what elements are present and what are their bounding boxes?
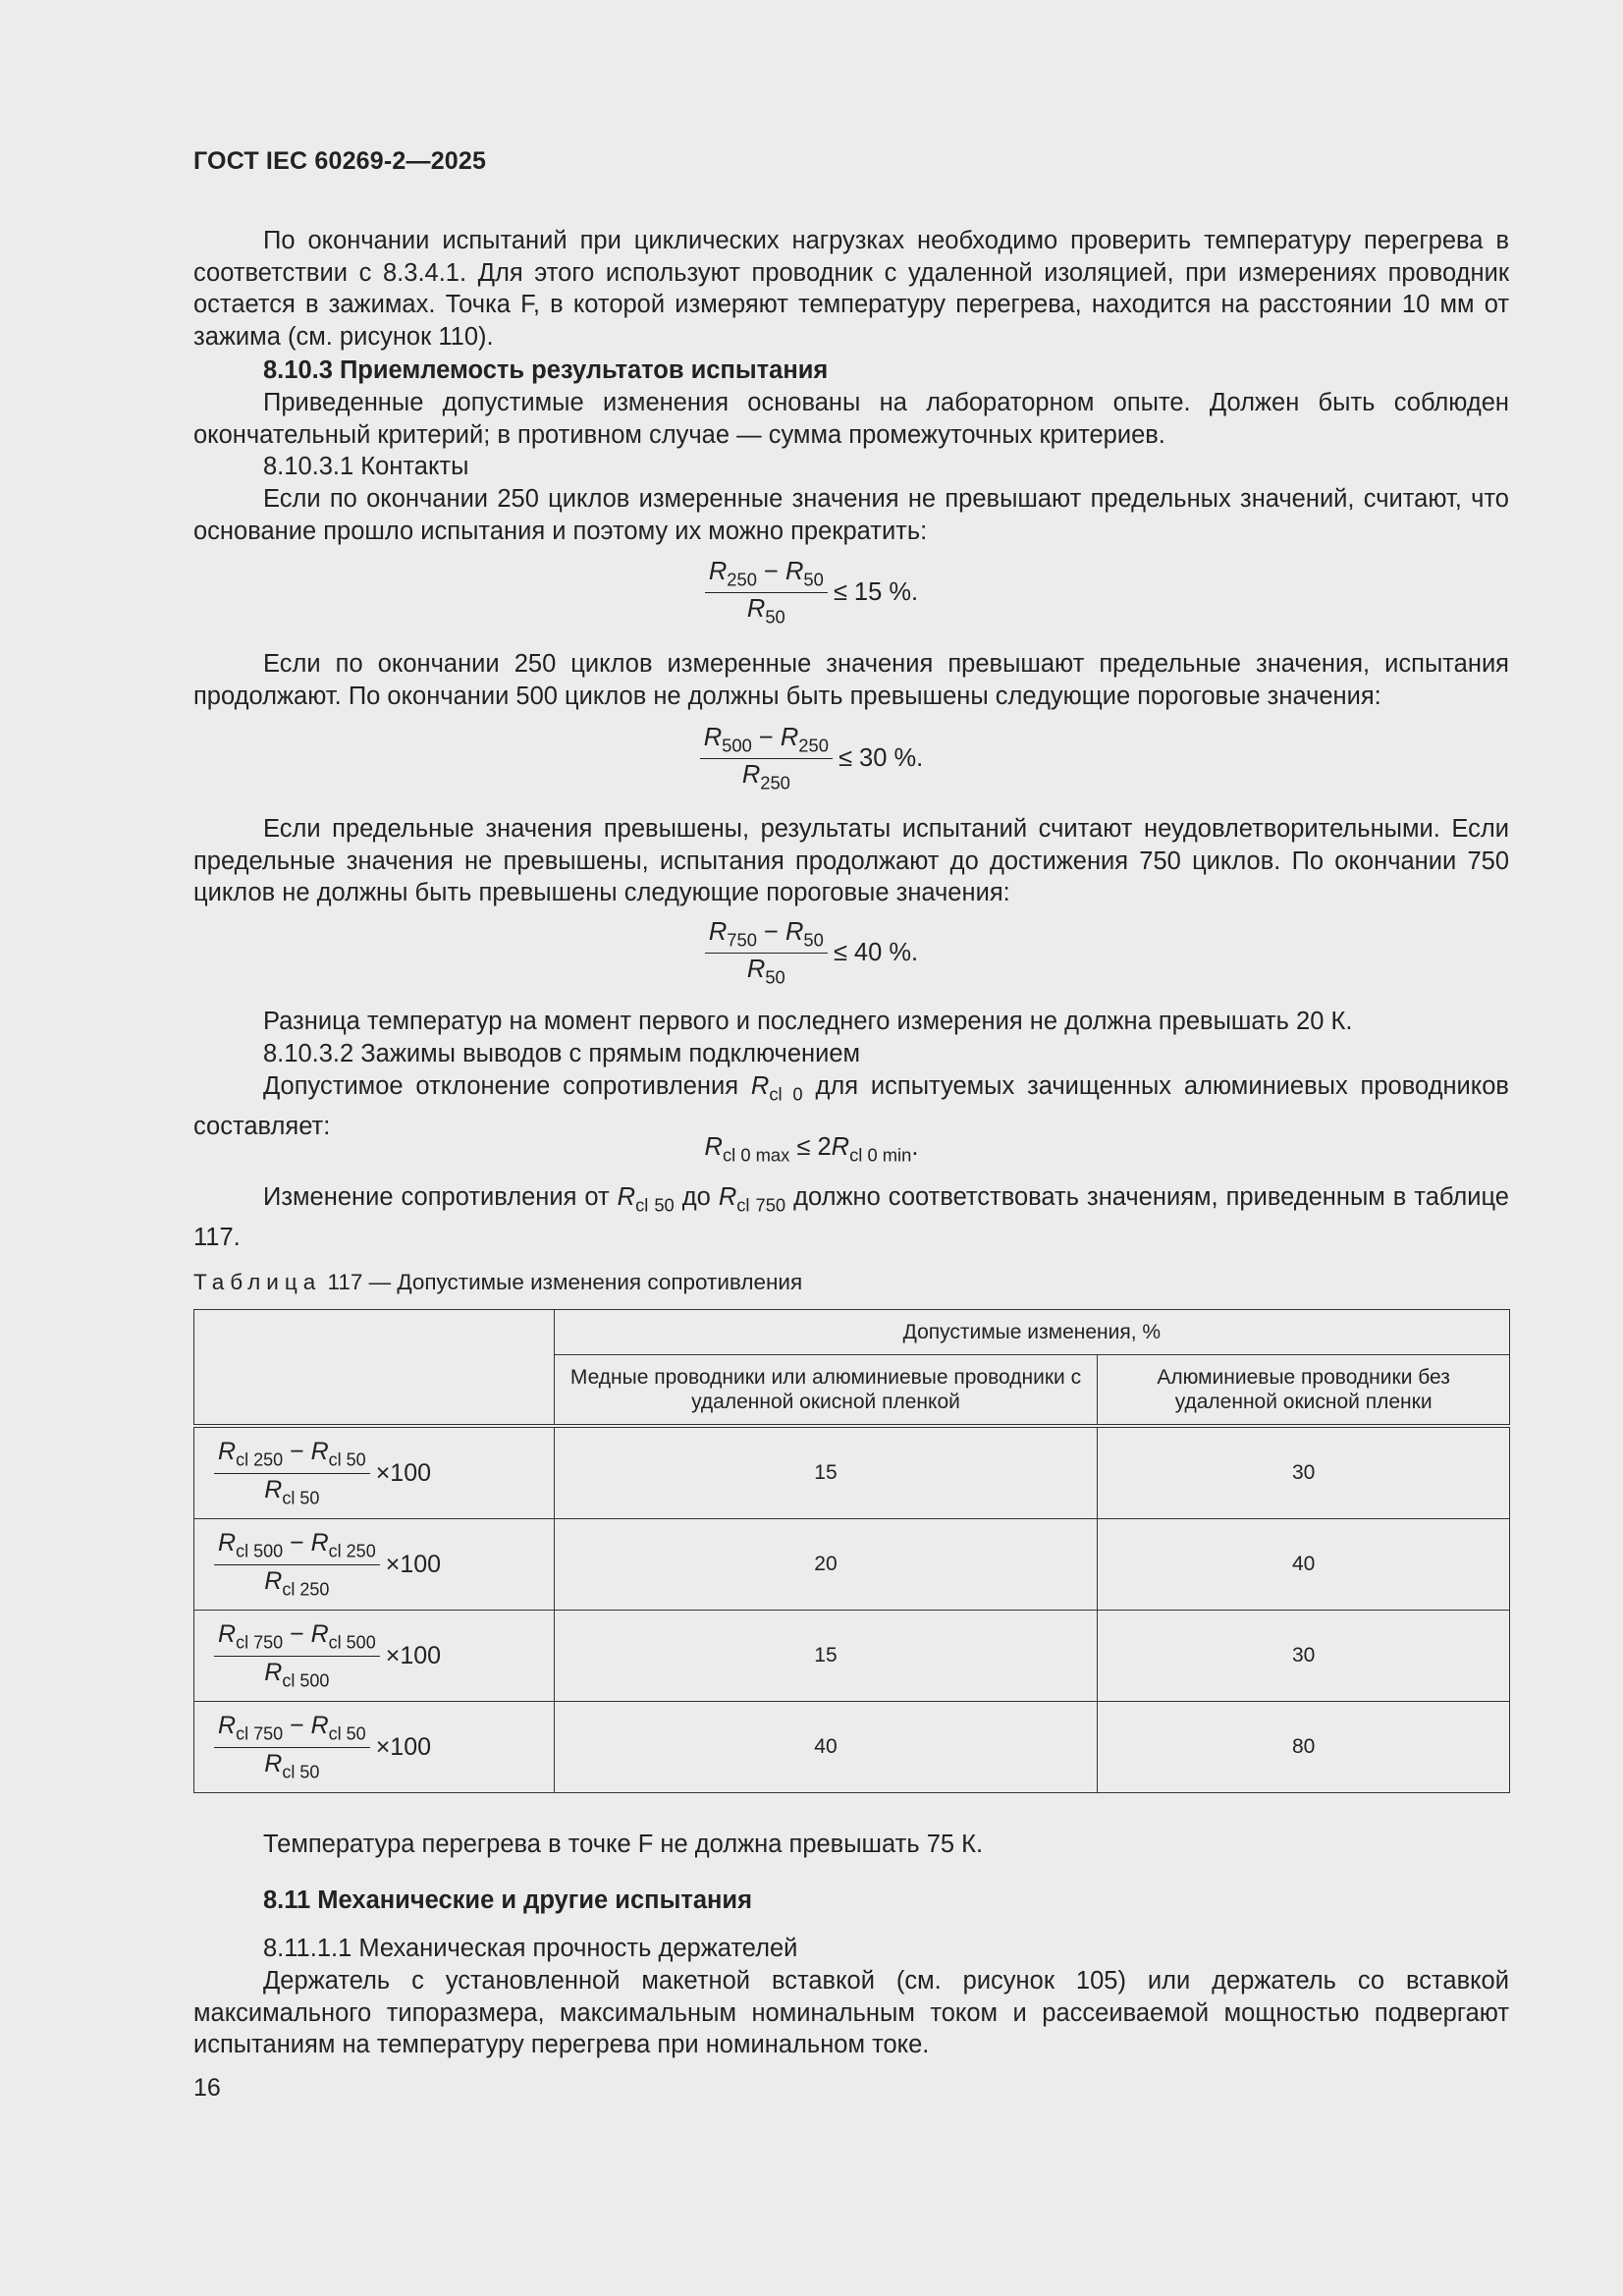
- fraction: $\frac{R_{750} - R_{50}}{R_{50}}$: [705, 918, 828, 989]
- fraction: $\frac{R_{500} - R_{250}}{R_{250}}$: [700, 724, 833, 794]
- formula-500: $\frac{R_{500} - R_{250}}{R_{250}}$ ≤ 30 %.: [0, 724, 1623, 794]
- table-cell: 15: [554, 1611, 1098, 1702]
- formula-750: $\frac{R_{750} - R_{50}}{R_{50}}$ ≤ 40 %.: [0, 918, 1623, 989]
- table-row: [194, 1702, 1510, 1793]
- table-cell: 30: [1098, 1426, 1510, 1519]
- formula-rcl0: $R_{cl 0 max} \le 2R_{cl 0 min}$.: [704, 1133, 919, 1166]
- paragraph-overheat-limit: Температура перегрева в точке F не должна превышать 75 К.: [263, 1831, 984, 1858]
- paragraph-allowed-changes: Приведенные допустимые изменения основаны на лабораторном опыте. Должен быть соблюден окончательный критерий; в противном случае — сумма промежуточных критериев.: [193, 389, 1509, 449]
- table-cell: 80: [1098, 1702, 1510, 1793]
- page-number: 16: [193, 2074, 221, 2102]
- table-row-formula: $\frac{R_{cl 250} - R_{cl 50}}{R_{cl 50}}$ ×100: [194, 1426, 555, 1519]
- table-cell: 30: [1098, 1611, 1510, 1702]
- paragraph-overheat-check: По окончании испытаний при циклических нагрузках необходимо проверить температуру перегрева в соответствии с 8.3.4.1. Для этого используют проводник с удаленной изоляцией, при измерениях проводник остается в зажимах. Точка F, в которой измеряют температуру перегрева, находится на расстоянии 10 мм от зажима (см. рисунок 110).: [193, 227, 1509, 351]
- section-heading-8-10-3: 8.10.3 Приемлемость результатов испытания: [263, 356, 829, 384]
- table-row: [194, 1611, 1510, 1702]
- table-cell: 40: [554, 1702, 1098, 1793]
- paragraph-temperature-diff: Разница температур на момент первого и последнего измерения не должна превышать 20 К.: [263, 1008, 1353, 1035]
- table-col-header-aluminium: Алюминиевые проводники без удаленной окисной пленки: [1098, 1355, 1510, 1427]
- subsection-8-10-3-2: 8.10.3.2 Зажимы выводов с прямым подключением: [263, 1040, 861, 1067]
- table-group-header: Допустимые изменения, %: [554, 1310, 1509, 1355]
- table-row-formula: $\frac{R_{cl 750} - R_{cl 500}}{R_{cl 500}}$ ×100: [194, 1611, 555, 1702]
- paragraph-250-cycles: Если по окончании 250 циклов измеренные значения не превышают предельных значений, считают, что основание прошло испытания и поэтому их можно прекратить:: [193, 485, 1509, 545]
- paragraph-resistance-change: Изменение сопротивления от $R_{cl 50}$ до $R_{cl 750}$ должно соответствовать значениям, приведенным в таблице 117.: [193, 1183, 1509, 1251]
- paragraph-500-cycles: Если по окончании 250 циклов измеренные значения превышают предельные значения, испытания продолжают. По окончании 500 циклов не должны быть превышены следующие пороговые значения:: [193, 650, 1509, 710]
- table-cell: 15: [554, 1426, 1098, 1519]
- table-row-formula: $\frac{R_{cl 750} - R_{cl 50}}{R_{cl 50}}$ ×100: [194, 1702, 555, 1793]
- paragraph-750-cycles: Если предельные значения превышены, результаты испытаний считают неудовлетворительными. Если предельные значения не превышены, испытания продолжают до достижения 750 циклов. По окончании 750 циклов не должны быть превышены следующие пороговые значения:: [193, 815, 1509, 906]
- document-header: ГОСТ IEC 60269-2—2025: [193, 147, 487, 175]
- table-row: [194, 1426, 1510, 1519]
- table-row-formula: $\frac{R_{cl 500} - R_{cl 250}}{R_{cl 250}}$ ×100: [194, 1519, 555, 1611]
- table-row: [194, 1519, 1510, 1611]
- resistance-table: [193, 1309, 1510, 1793]
- table-cell: 20: [554, 1519, 1098, 1611]
- table-col-header-copper: Медные проводники или алюминиевые проводники с удаленной окисной пленкой: [554, 1355, 1098, 1427]
- paragraph-resistance-deviation: Допустимое отклонение сопротивления $R_{cl 0}$ для испытуемых зачищенных алюминиевых проводников составляет:: [193, 1072, 1509, 1140]
- section-heading-8-11: 8.11 Механические и другие испытания: [263, 1886, 752, 1914]
- fraction: $\frac{R_{250} - R_{50}}{R_{50}}$: [705, 558, 828, 629]
- table-caption: Таблица 117 — Допустимые изменения сопротивления: [193, 1270, 803, 1294]
- formula-250: $\frac{R_{250} - R_{50}}{R_{50}}$ ≤ 15 %.: [0, 558, 1623, 629]
- subsection-8-10-3-1: 8.10.3.1 Контакты: [263, 453, 469, 480]
- subsection-8-11-1-1: 8.11.1.1 Механическая прочность держателей: [263, 1935, 798, 1962]
- table-cell: 40: [1098, 1519, 1510, 1611]
- table-corner-cell: [194, 1310, 555, 1427]
- paragraph-holder-test: Держатель с установленной макетной вставкой (см. рисунок 105) или держатель со вставкой максимального типоразмера, максимальным номинальным током и рассеиваемой мощностью подвергают испытаниям на температуру перегрева при номинальном токе.: [193, 1967, 1509, 2058]
